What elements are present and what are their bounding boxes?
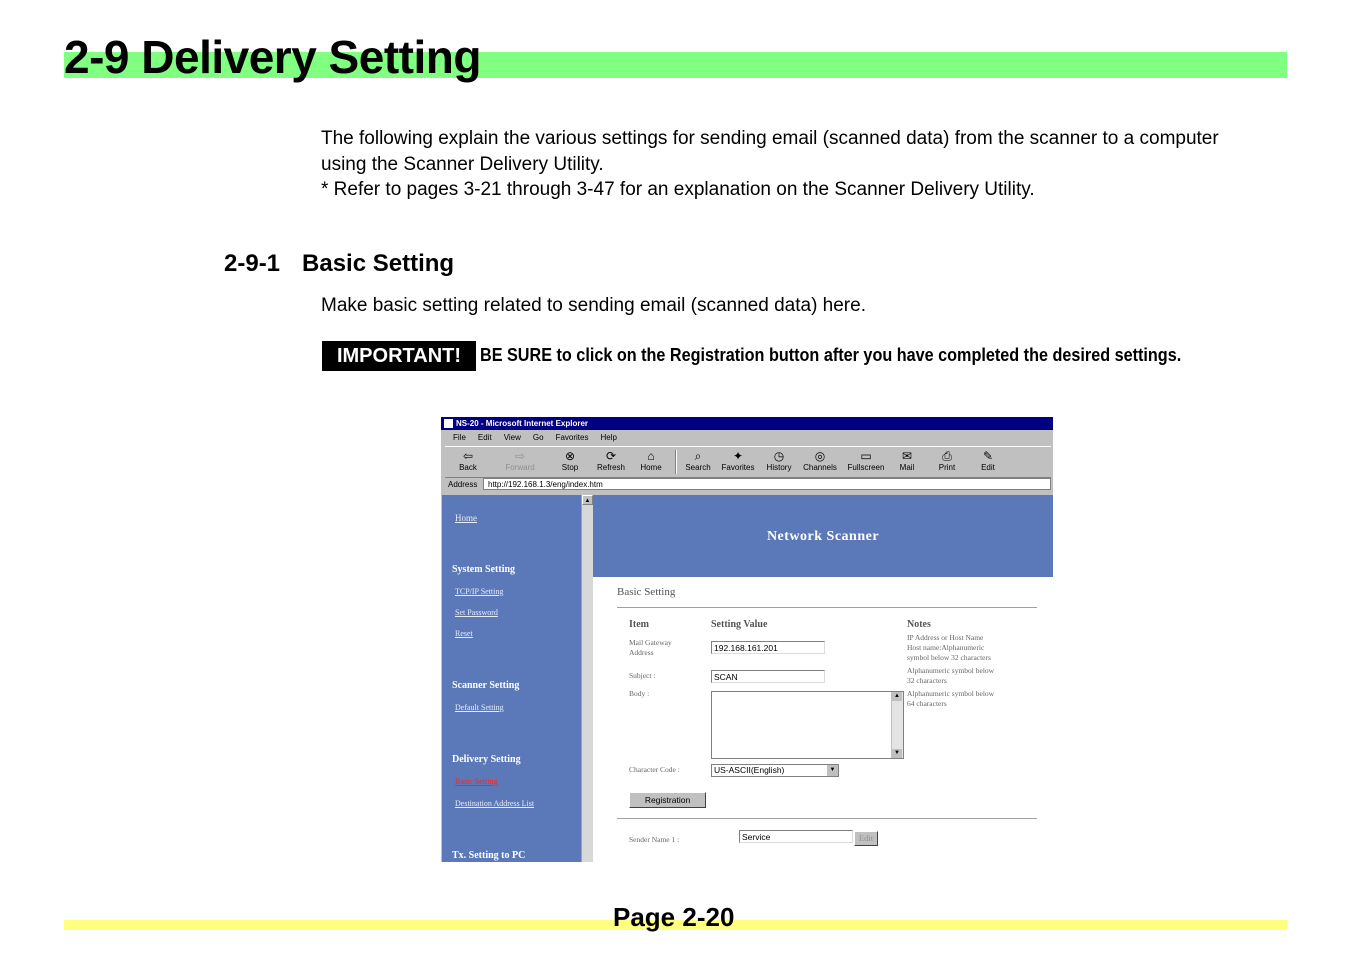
- nav-reset-link[interactable]: Reset: [455, 629, 473, 638]
- toolbar-home-label: Home: [640, 463, 662, 472]
- forward-arrow-icon: ⇨: [514, 449, 526, 463]
- divider: [617, 607, 1037, 608]
- home-icon: ⌂: [647, 449, 655, 463]
- gateway-address-input[interactable]: 192.168.161.201: [711, 641, 825, 654]
- nav-default-link[interactable]: Default Setting: [455, 703, 504, 712]
- menu-favorites[interactable]: Favorites: [555, 433, 589, 442]
- chevron-down-icon[interactable]: ▼: [827, 765, 838, 776]
- body-textarea[interactable]: [711, 691, 904, 759]
- intro-paragraph: [321, 126, 1296, 203]
- important-note: BE SURE to click on the Registration button after you have completed the desired settings.: [480, 345, 1182, 365]
- toolbar-forward-label: Forward: [505, 463, 535, 472]
- nav-password-link[interactable]: Set Password: [455, 608, 498, 617]
- sender-name-input[interactable]: Service: [739, 830, 853, 843]
- edit-button[interactable]: Edit: [854, 831, 878, 846]
- toolbar-forward-button[interactable]: [500, 449, 540, 472]
- content-subtitle: Basic Setting: [617, 586, 676, 598]
- section-title: Basic Setting: [302, 250, 455, 277]
- browser-title-bar: [441, 417, 1053, 430]
- browser-toolbar: [445, 446, 1051, 478]
- page-content: [593, 495, 1053, 862]
- gateway-label-line-2: Address: [629, 648, 654, 657]
- intro-line-1: The following explain the various settings for sending email (scanned data) from the scanner to a computer: [321, 128, 1219, 149]
- network-scanner-banner: Network Scanner: [593, 495, 1053, 577]
- toolbar-stop-button[interactable]: [550, 449, 590, 472]
- nav-tcpip-link[interactable]: TCP/IP Setting: [455, 587, 504, 596]
- history-icon: ◷: [773, 449, 785, 463]
- browser-menu-bar: [441, 431, 1053, 445]
- charcode-value: US-ASCII(English): [714, 765, 785, 775]
- toolbar-print-button[interactable]: [927, 449, 967, 472]
- toolbar-mail-label: Mail: [899, 463, 915, 472]
- favorites-icon: ✦: [732, 449, 744, 463]
- toolbar-channels-label: Channels: [803, 463, 837, 472]
- note-host-alnum: Host name:Alphanumeric: [907, 643, 985, 652]
- note-32-chars-a: symbol below 32 characters: [907, 653, 991, 662]
- browser-window-title: NS-20 - Microsoft Internet Explorer: [456, 419, 589, 428]
- column-setting-value: Setting Value: [711, 619, 768, 630]
- menu-help[interactable]: Help: [600, 433, 617, 442]
- body-label: Body :: [629, 689, 650, 698]
- toolbar-stop-label: Stop: [561, 463, 579, 472]
- scroll-up-icon[interactable]: ▲: [582, 495, 593, 505]
- section-heading: [224, 250, 454, 278]
- charcode-label: Character Code :: [629, 765, 680, 774]
- toolbar-edit-label: Edit: [981, 463, 995, 472]
- scroll-down-icon[interactable]: ▼: [892, 749, 902, 758]
- toolbar-edit-button[interactable]: [968, 449, 1008, 472]
- charcode-select[interactable]: [711, 764, 839, 777]
- toolbar-search-button[interactable]: [678, 449, 718, 472]
- refresh-icon: ⟳: [605, 449, 617, 463]
- address-bar: [445, 478, 1051, 491]
- toolbar-print-label: Print: [938, 463, 956, 472]
- toolbar-history-button[interactable]: [759, 449, 799, 472]
- body-scrollbar[interactable]: [891, 692, 903, 758]
- registration-button[interactable]: Registration: [629, 792, 706, 808]
- toolbar-back-button[interactable]: [448, 449, 488, 472]
- nav-home-link[interactable]: Home: [455, 513, 477, 523]
- toolbar-fullscreen-label: Fullscreen: [847, 463, 885, 472]
- toolbar-separator: [675, 450, 677, 474]
- search-icon: ⌕: [694, 449, 702, 463]
- menu-go[interactable]: Go: [532, 433, 544, 442]
- toolbar-back-label: Back: [459, 463, 477, 472]
- column-item: Item: [629, 619, 649, 630]
- sender-name-label: Sender Name 1 :: [629, 835, 680, 844]
- mail-icon: ✉: [901, 449, 913, 463]
- section-number: 2-9-1: [224, 250, 281, 277]
- divider: [617, 818, 1037, 819]
- address-label: Address: [448, 480, 478, 489]
- toolbar-search-label: Search: [685, 463, 711, 472]
- toolbar-favorites-button[interactable]: [718, 449, 758, 472]
- nav-basic-setting-link[interactable]: Basic Setting: [455, 777, 498, 786]
- note-alnum-below-a: Alphanumeric symbol below: [907, 666, 995, 675]
- section-description: Make basic setting related to sending email (scanned data) here.: [321, 295, 866, 316]
- toolbar-fullscreen-button[interactable]: [846, 449, 886, 472]
- toolbar-home-button[interactable]: [631, 449, 671, 472]
- toolbar-mail-button[interactable]: [887, 449, 927, 472]
- address-input[interactable]: http://192.168.1.3/eng/index.htm: [483, 478, 1051, 490]
- back-arrow-icon: ⇦: [462, 449, 474, 463]
- gateway-label-line-1: Mail Gateway: [629, 638, 672, 647]
- browser-screenshot: [441, 417, 1053, 862]
- page-title: 2-9 Delivery Setting: [64, 31, 481, 83]
- nav-tx-heading: Tx. Setting to PC: [452, 850, 526, 861]
- toolbar-refresh-button[interactable]: [591, 449, 631, 472]
- subject-label: Subject :: [629, 671, 656, 680]
- important-badge: IMPORTANT!: [322, 341, 476, 371]
- note-ip-or-host: IP Address or Host Name: [907, 633, 984, 642]
- nav-system-heading: System Setting: [452, 564, 516, 575]
- note-alnum-below-b: Alphanumeric symbol below: [907, 689, 995, 698]
- toolbar-refresh-label: Refresh: [596, 463, 625, 472]
- channels-icon: ◎: [814, 449, 826, 463]
- stop-icon: ⊗: [564, 449, 576, 463]
- toolbar-channels-button[interactable]: [800, 449, 840, 472]
- scroll-up-icon[interactable]: ▲: [892, 692, 902, 701]
- subject-input[interactable]: SCAN: [711, 670, 825, 683]
- nav-delivery-heading: Delivery Setting: [452, 754, 521, 765]
- toolbar-history-label: History: [766, 463, 792, 472]
- print-icon: ⎙: [942, 449, 952, 463]
- menu-edit[interactable]: Edit: [477, 433, 492, 442]
- note-32-chars-b: 32 characters: [907, 676, 947, 685]
- page-number: Page 2-20: [613, 902, 735, 932]
- column-notes: Notes: [907, 619, 931, 630]
- note-64-chars: 64 characters: [907, 699, 947, 708]
- menu-view[interactable]: View: [503, 433, 521, 442]
- edit-icon: ✎: [982, 449, 994, 463]
- ie-window-icon: [444, 419, 453, 428]
- nav-destination-list-link[interactable]: Destination Address List: [455, 799, 535, 808]
- fullscreen-icon: ▭: [860, 449, 872, 463]
- left-navigation: [442, 495, 581, 862]
- menu-file[interactable]: File: [453, 433, 466, 442]
- toolbar-favorites-label: Favorites: [721, 463, 755, 472]
- intro-line-2: using the Scanner Delivery Utility.: [321, 153, 604, 175]
- intro-line-3: * Refer to pages 3-21 through 3-47 for an explanation on the Scanner Delivery Utility.: [321, 179, 1035, 200]
- nav-scanner-heading: Scanner Setting: [452, 680, 520, 691]
